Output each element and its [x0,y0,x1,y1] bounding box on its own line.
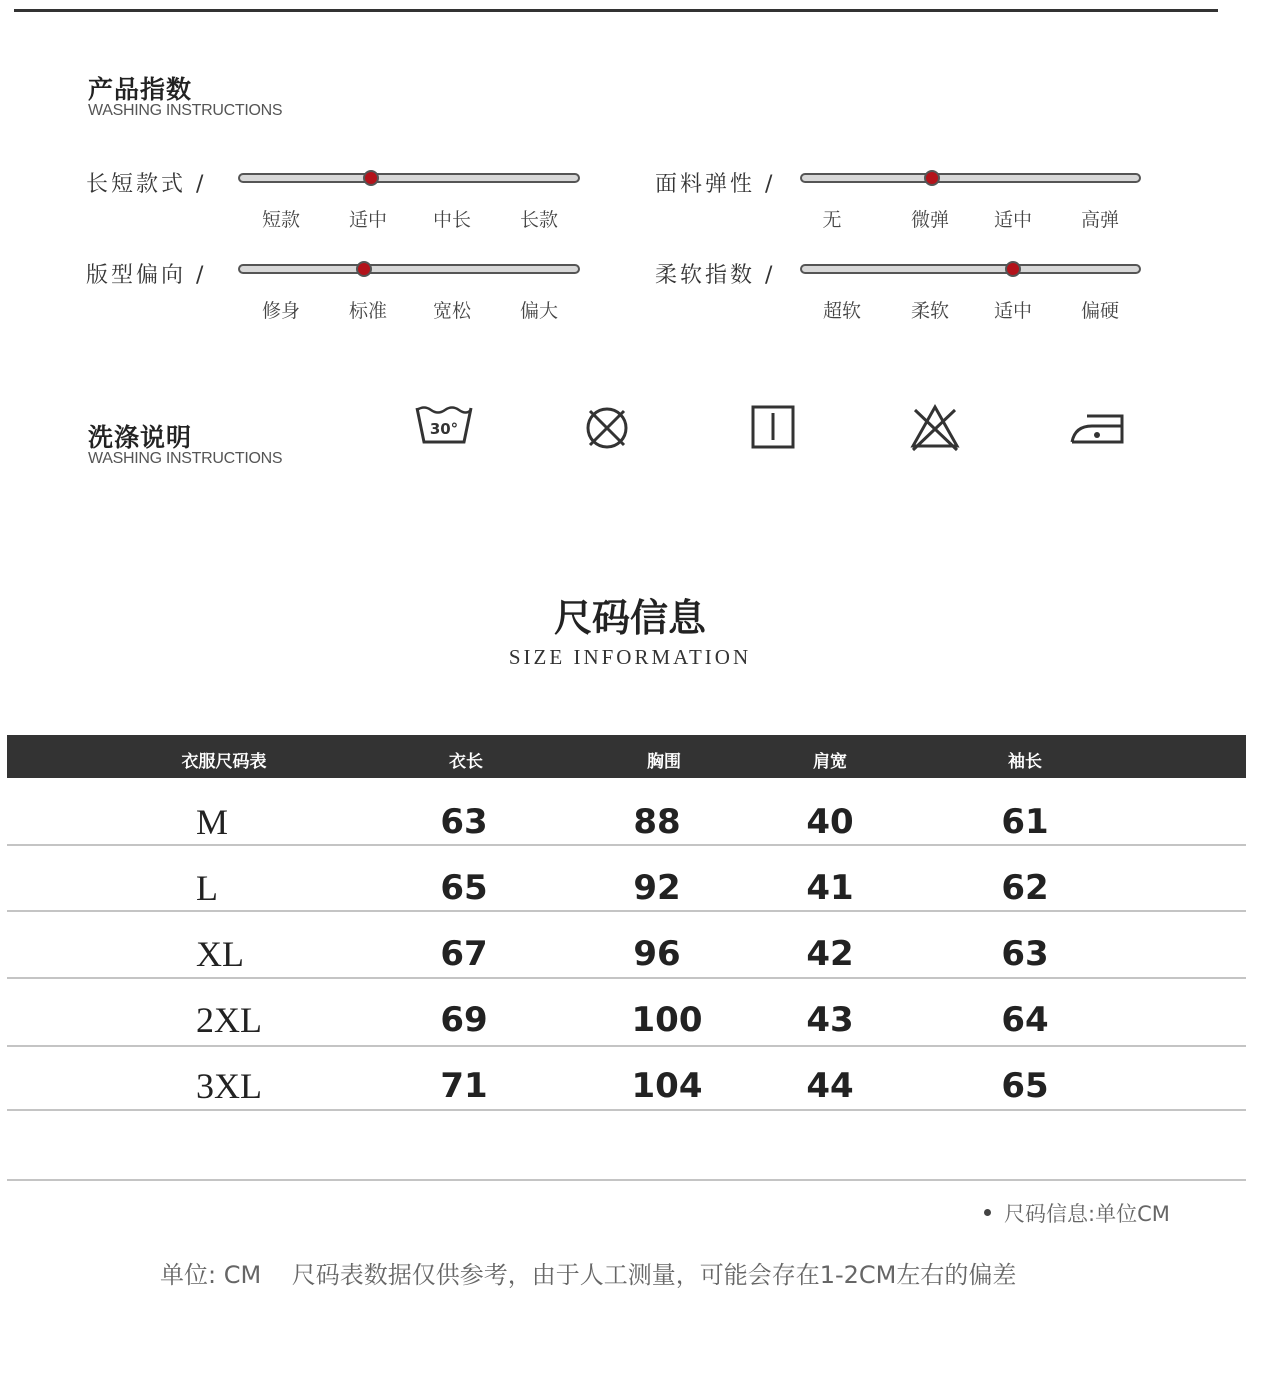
wash-30-icon [414,402,474,452]
slider-knob-softness [1005,261,1021,277]
no-tumble-dry-icon [577,402,637,452]
length-cell: 67 [440,934,488,974]
product-index-subtitle: WASHING INSTRUCTIONS [88,102,283,119]
sleeve-cell: 62 [1001,868,1049,908]
tick-label: 偏大 [519,300,558,322]
header-length: 衣长 [449,752,483,772]
size-cell: 2XL [196,1000,262,1040]
tick-label: 标准 [348,300,387,322]
tick-label: 适中 [993,209,1032,231]
hang-dry-icon [743,402,803,452]
header-chest: 胸围 [647,752,681,772]
tick-label: 修身 [261,300,300,322]
tick-label: 中长 [432,209,471,231]
chest-cell: 88 [633,802,681,842]
tick-label: 高弹 [1080,209,1119,231]
length-cell: 63 [440,802,488,842]
size-info-title: 尺码信息 [553,596,706,640]
row-divider [7,1109,1246,1111]
tick-label: 柔软 [910,300,949,322]
sleeve-cell: 65 [1001,1066,1049,1106]
slider-track-elasticity [800,173,1141,183]
length-cell: 65 [440,868,488,908]
tick-label: 适中 [993,300,1032,322]
size-cell: M [196,802,229,842]
bullet-dot-icon [984,1209,991,1216]
footer-divider [7,1179,1246,1181]
header-shoulder: 肩宽 [813,752,847,772]
tick-label: 超软 [822,300,861,322]
length-cell: 71 [440,1066,488,1106]
size-table-header [7,735,1246,778]
row-divider [7,844,1246,846]
tick-label: 偏硬 [1080,300,1119,322]
unit-note: 尺码信息:单位CM [1004,1202,1170,1226]
tick-label: 无 [822,209,842,231]
header-sleeve: 袖长 [1008,752,1042,772]
sleeve-cell: 63 [1001,934,1049,974]
size-cell: XL [196,934,244,974]
chest-cell: 100 [631,1000,703,1040]
slider-knob-fit [356,261,372,277]
svg-text:30°: 30° [429,420,459,438]
tick-label: 长款 [519,209,558,231]
length-cell: 69 [440,1000,488,1040]
shoulder-cell: 40 [806,802,854,842]
sleeve-cell: 61 [1001,802,1049,842]
slider-label-softness: 柔软指数 / [655,263,776,288]
tick-label: 微弹 [910,209,949,231]
row-divider [7,1045,1246,1047]
shoulder-cell: 41 [806,868,854,908]
tick-label: 适中 [348,209,387,231]
slider-track-softness [800,264,1141,274]
header-size-chart: 衣服尺码表 [181,752,267,772]
chest-cell: 96 [633,934,681,974]
row-divider [7,910,1246,912]
shoulder-cell: 42 [806,934,854,974]
size-cell: L [196,868,218,908]
size-cell: 3XL [196,1066,262,1106]
slider-knob-elasticity [924,170,940,186]
row-divider [7,977,1246,979]
no-bleach-icon [905,402,965,452]
chest-cell: 104 [631,1066,703,1106]
slider-label-fit: 版型偏向 / [86,263,207,288]
iron-icon [1067,402,1127,452]
slider-track-fit [238,264,580,274]
sleeve-cell: 64 [1001,1000,1049,1040]
tick-label: 宽松 [432,300,471,322]
chest-cell: 92 [633,868,681,908]
shoulder-cell: 43 [806,1000,854,1040]
product-index-title: 产品指数 [88,75,193,104]
disclaimer-text: 单位: CM 尺码表数据仅供参考，由于人工测量，可能会存在1-2CM左右的偏差 [160,1261,1017,1289]
slider-label-elasticity: 面料弹性 / [655,172,776,197]
tick-label: 短款 [261,209,300,231]
washing-section [0,360,1280,464]
size-info-subtitle: SIZE INFORMATION [508,645,752,669]
shoulder-cell: 44 [806,1066,854,1106]
top-divider [14,9,1218,12]
slider-track-length [238,173,580,183]
washing-title: 洗涤说明 [88,423,193,452]
slider-label-length: 长短款式 / [86,172,207,197]
washing-subtitle: WASHING INSTRUCTIONS [88,450,283,464]
slider-knob-length [363,170,379,186]
